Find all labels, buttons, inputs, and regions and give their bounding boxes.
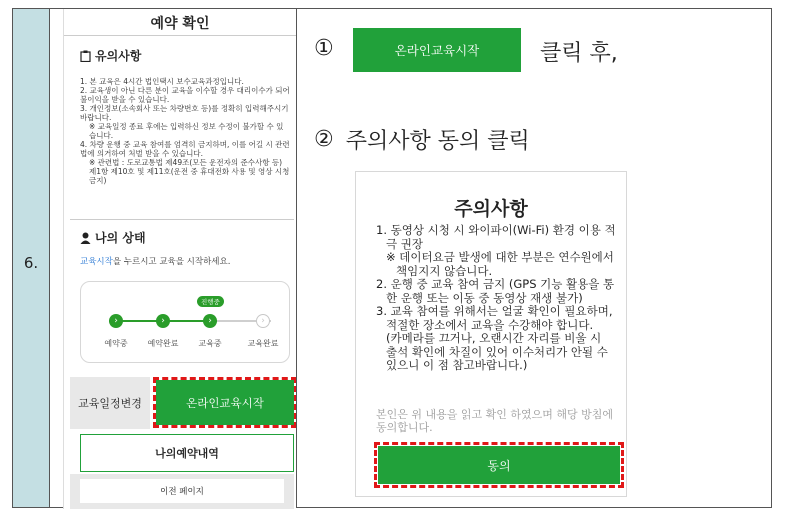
- step2-text: 주의사항 동의 클릭: [345, 129, 530, 154]
- action-row: [70, 377, 294, 429]
- step-label: 교육완료: [247, 339, 279, 348]
- notice-item: 1. 본 교육은 4시간 법인택시 보수교육과정입니다.: [80, 77, 244, 86]
- modal-line: (카메라를 끄거나, 오랜시간 자리를 비울 시 출석 확인에 차질이 있어 이수처리가 안될 수 있으니 이 점 참고바랍니다.): [386, 331, 608, 372]
- column-divider: [296, 9, 297, 507]
- modal-line: 3. 교육 참여를 위해서는 얼굴 확인이 필요하며, 적절한 장소에서 교육을 수강해야 합니다.: [376, 304, 613, 332]
- modal-body: [376, 224, 616, 373]
- my-reservations-button[interactable]: 나의예약내역: [80, 434, 294, 472]
- step-current-icon: ›: [203, 314, 217, 328]
- step-label: 예약중: [104, 339, 128, 348]
- step1-marker: ①: [314, 36, 334, 61]
- section-divider: [70, 219, 294, 220]
- notice-heading: [80, 47, 141, 64]
- start-online-training-button[interactable]: 온라인교육시작: [156, 380, 294, 425]
- step-label: 예약완료: [147, 339, 179, 348]
- notice-list: [80, 77, 290, 185]
- step1-text: 클릭 후,: [540, 41, 618, 66]
- page-title: 예약 확인: [150, 16, 210, 32]
- step2-marker: ②: [314, 127, 334, 152]
- modal-line: ※ 데이터요금 발생에 대한 부분은 연수원에서 책임지지 않습니다.: [386, 250, 614, 278]
- previous-page-button[interactable]: 이전 페이지: [80, 479, 284, 503]
- notice-item: ※ 관련법 : 도로교통법 제49조(모든 운전자의 준수사항 등) 제1항 제10호 및 제11호(운전 중 휴대전화 사용 및 영상 시청 금지): [89, 158, 290, 185]
- modal-line: 1. 동영상 시청 시 와이파이(Wi-Fi) 환경 이용 적극 권장: [376, 223, 616, 251]
- modal-title: 주의사항: [454, 198, 528, 220]
- title-divider: [64, 35, 296, 36]
- agree-button[interactable]: 동의: [378, 446, 620, 484]
- current-step-badge: 진행중: [197, 296, 224, 307]
- status-heading-label: 나의 상태: [95, 231, 146, 245]
- notice-heading-label: 유의사항: [95, 49, 142, 63]
- modal-consent-text: 본인은 위 내용을 읽고 확인 하였으며 해당 방침에 동의합니다.: [376, 408, 613, 434]
- step2-line: [314, 124, 530, 155]
- start-link[interactable]: 교육시작: [80, 257, 113, 267]
- notice-item: ※ 교육일정 종료 후에는 입력하신 정보 수정이 불가할 수 있습니다.: [89, 122, 284, 140]
- progress-tracker: [80, 281, 290, 363]
- person-icon: [80, 232, 91, 244]
- change-schedule-button[interactable]: 교육일정변경: [70, 377, 150, 429]
- status-instruction: [80, 255, 230, 267]
- step-label: 교육중: [198, 339, 222, 348]
- status-instruction-rest: 을 누르시고 교육을 시작하세요.: [112, 257, 231, 267]
- status-heading: [80, 229, 146, 246]
- row-number-cell: [13, 9, 50, 507]
- notice-item: 4. 차량 운행 중 교육 참여를 엄격히 금지하며, 이를 어길 시 관련법에 의거하여 처벌 받을 수 있습니다.: [80, 140, 290, 158]
- bottom-bar: [70, 474, 294, 509]
- step-done-icon: ›: [156, 314, 170, 328]
- clipboard-icon: [80, 50, 91, 62]
- notice-item: 2. 교육생이 아닌 다른 분이 교육을 이수할 경우 대리이수가 되어 불이익을 받을 수 있습니다.: [80, 86, 290, 104]
- start-training-button-example: 온라인교육시작: [353, 28, 521, 72]
- step-pending-icon: ›: [256, 314, 270, 328]
- step-done-icon: ›: [109, 314, 123, 328]
- modal-line: 2. 운행 중 교육 참여 금지 (GPS 기능 활용을 통한 운행 또는 이동 중 동영상 재생 불가): [376, 277, 615, 305]
- notice-item: 3. 개인정보(소속회사 또는 차량번호 등)를 정확히 입력해주시기 바랍니다.: [80, 104, 289, 122]
- row-number: 6.: [23, 254, 39, 272]
- reservation-screen: [63, 9, 296, 509]
